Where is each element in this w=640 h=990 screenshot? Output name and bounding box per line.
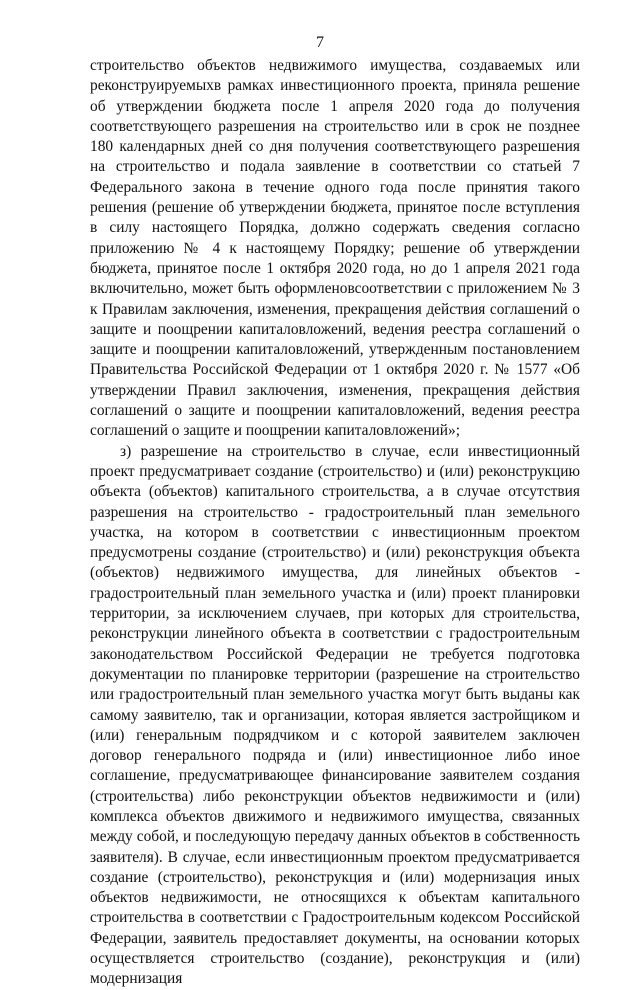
page-number: 7 <box>316 34 324 51</box>
paragraph-continuation: строительство объектов недвижимого имущества, создаваемых или реконструируемыхв рамках инвестиционного проекта, приняла решение об утверждении бюджета после 1 апреля 2020 года до получения соответствующего разрешения на строительство или в срок не позднее 180 календарных дней со дня получения соответствующего разрешения на строительство и подала заявление в соответствии со статьей 7 Федерального закона в течение одного года после принятия такого решения (решение об утверждении бюджета, принятое после вступления в силу настоящего Порядка, должно содержать сведения согласно приложению № 4 к настоящему Порядку; решение об утверждении бюджета, принятое после 1 октября 2020 года, но до 1 апреля 2021 года включительно, может быть оформленовсоответствии с приложением № 3 к Правилам заключения, изменения, прекращения действия соглашений о защите и поощрении капиталовложений, ведения реестра соглашений о защите и поощрении капиталовложений, утвержденным постановлением Правительства Российской Федерации от 1 октября 2020 г. № 1577 «Об утверждении Правил заключения, изменения, прекращения действия соглашений о защите и поощрении капиталовложений, ведения реестра соглашений о защите и поощрении капиталовложений»; <box>90 57 580 440</box>
paragraph-item-z: з) разрешение на строительство в случае, если инвестиционный проект предусматривает создание (строительство) и (или) реконструкцию объекта (объектов) капитального строительства, а в случае отсутствия разрешения на строительство - градостроительный план земельного участка, на котором в соответствии с инвестиционным проектом предусмотрены создание (строительство) и (или) реконструкция объекта (объектов) недвижимого имущества, для линейных объектов - градостроительный план земельного участка и (или) проект планировки территории, за исключением случаев, при которых для строительства, реконструкции линейного объекта в соответствии с градостроительным законодательством Российской Федерации не требуется подготовка документации по планировке территории (разрешение на строительство или градостроительный план земельного участка могут быть выданы как самому заявителю, так и организации, которая является застройщиком и (или) генеральным подрядчиком и с которой заявителем заключен договор генерального подряда и (или) инвестиционное либо иное соглашение, предусматривающее финансирование заявителем создания (строительства) либо реконструкции объектов недвижимости и (или) комплекса объектов движимого и недвижимого имущества, связанных между собой, и последующую передачу данных объектов в собственность заявителя). В случае, если инвестиционным проектом предусматривается создание (строительство), реконструкция и (или) модернизация иных объектов недвижимости, не относящихся к объектам капитального строительства в соответствии с Градостроительным кодексом Российской Федерации, заявитель предоставляет документы, на основании которых осуществляется строительство (создание), реконструкция и (или) модернизация <box>90 442 580 988</box>
document-body <box>90 56 580 990</box>
